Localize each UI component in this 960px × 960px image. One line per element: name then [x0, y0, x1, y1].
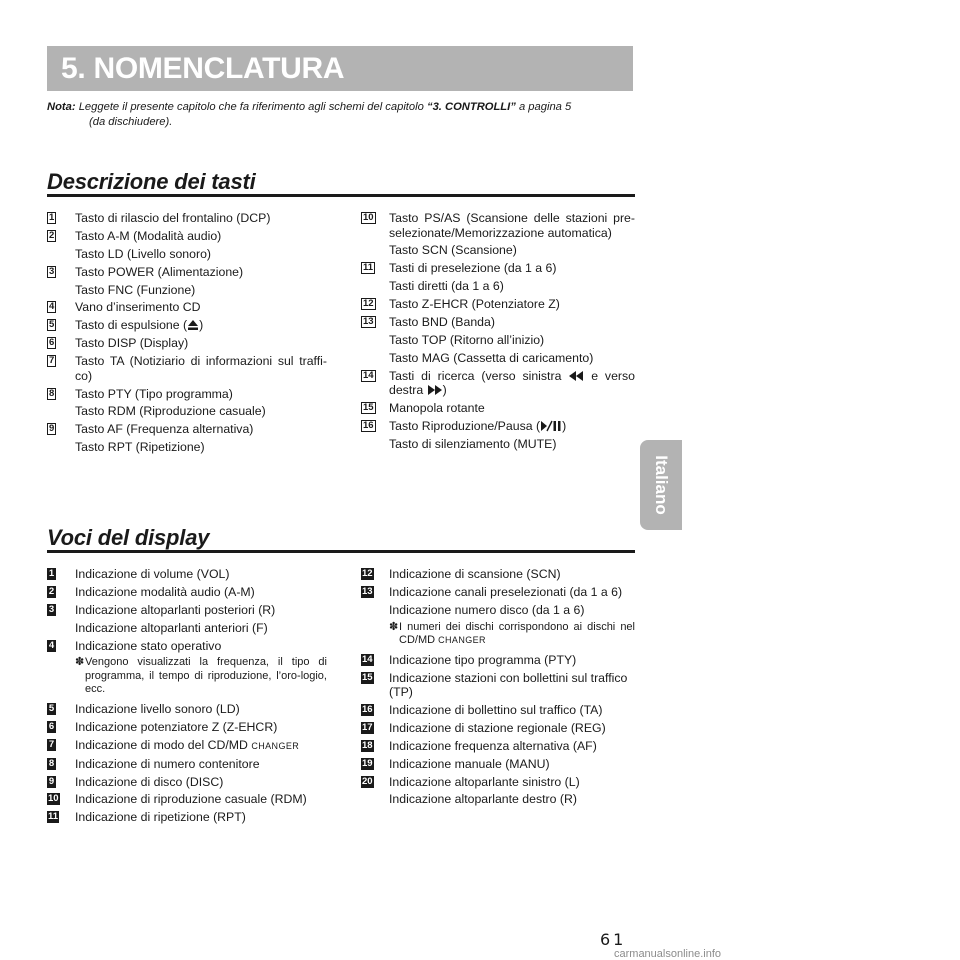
item-number: 1 — [49, 212, 55, 223]
item-text: Tasto TA (Notiziario di informazioni sul traffi-co) — [75, 354, 327, 383]
list-item — [361, 369, 635, 398]
item-text: Indicazione altoparlante destro (R) — [389, 792, 577, 807]
list-item — [47, 775, 327, 790]
display-list-right — [361, 567, 635, 810]
page-number: 61 — [600, 930, 627, 949]
list-item-continuation — [47, 283, 327, 298]
list-item-continuation — [361, 792, 635, 807]
item-text: Indicazione tipo programma (PTY) — [389, 652, 577, 667]
item-number: 11 — [48, 811, 59, 823]
note-label: Nota: — [47, 101, 76, 113]
chapter-title-banner — [47, 46, 633, 91]
item-text: Tasto TOP (Ritorno all’inizio) — [389, 332, 545, 347]
language-label: Italiano — [652, 455, 671, 515]
item-number: 18 — [362, 739, 373, 751]
asterisk-icon: ✽ — [75, 656, 85, 669]
keys-list-right — [361, 211, 635, 455]
chapter-title: 5. NOMENCLATURA — [61, 52, 345, 85]
item-text: Tasti di preselezione (da 1 a 6) — [389, 261, 557, 276]
list-item — [47, 585, 327, 600]
item-text: Indicazione frequenza alternativa (AF) — [389, 738, 597, 753]
item-text: Tasto Z-EHCR (Potenziatore Z) — [389, 297, 560, 312]
item-text: Indicazione di bollettino sul traffico (TA) — [389, 702, 603, 717]
item-text: Indicazione altoparlanti anteriori (F) — [75, 620, 268, 635]
item-text: Indicazione stato operativo — [75, 638, 222, 653]
list-item-continuation — [361, 279, 635, 294]
list-item-continuation — [47, 621, 327, 636]
item-number: 3 — [49, 265, 55, 277]
item-text: Tasto PTY (Tipo programma) — [75, 386, 233, 401]
item-text: Indicazione manuale (MANU) — [389, 756, 550, 771]
list-item — [47, 422, 327, 437]
item-text: Indicazione di numero contenitore — [75, 756, 260, 771]
item-text-small: CHANGER — [251, 740, 300, 751]
item-number: 17 — [362, 721, 373, 733]
footnote-text-small: CHANGER — [438, 635, 486, 646]
display-section-heading — [47, 524, 635, 553]
note-text-before: Leggete il presente capitolo che fa riferimento agli schemi del capitolo — [78, 101, 424, 113]
item-text: Indicazione di stazione regionale (REG) — [389, 720, 606, 735]
intro-note — [47, 100, 635, 129]
item-number: 1 — [48, 568, 55, 579]
item-footnote — [47, 656, 327, 697]
item-number: 13 — [362, 585, 373, 597]
item-footnote — [361, 621, 635, 648]
list-item — [361, 585, 635, 600]
item-number: 3 — [48, 603, 55, 615]
item-text: ) — [562, 418, 567, 433]
list-item — [47, 702, 327, 717]
fast-forward-icon — [427, 384, 443, 396]
item-number: 7 — [48, 738, 55, 750]
list-item — [361, 419, 635, 434]
item-text: Indicazione numero disco (da 1 a 6) — [389, 602, 585, 617]
item-number: 7 — [49, 355, 55, 367]
item-number: 20 — [362, 775, 373, 787]
item-text: Tasto Riproduzione/Pausa ( — [389, 418, 541, 433]
display-list-left — [47, 567, 327, 828]
list-item-continuation — [47, 440, 327, 455]
item-text: Indicazione di disco (DISC) — [75, 774, 224, 789]
keys-list-left — [47, 211, 327, 458]
item-number: 6 — [49, 337, 55, 349]
list-item — [47, 387, 327, 402]
item-number: 8 — [49, 387, 55, 399]
item-text: Tasto DISP (Display) — [75, 336, 189, 351]
list-item — [47, 300, 327, 315]
item-text: Indicazione di volume (VOL) — [75, 567, 230, 581]
list-item — [47, 211, 327, 226]
item-text: Tasto RDM (Riproduzione casuale) — [75, 404, 266, 419]
display-section-title: Voci del display — [47, 525, 210, 550]
list-item-continuation — [361, 351, 635, 366]
item-text: Indicazione potenziatore Z (Z-EHCR) — [75, 719, 278, 734]
item-number: 9 — [49, 423, 55, 435]
footnote-text: Vengono visualizzati la frequenza, il tipo di programma, il tempo di riproduzione, l’oro-logio, ecc. — [85, 656, 327, 696]
item-text: Tasto A-M (Modalità audio) — [75, 228, 222, 243]
list-item — [47, 567, 327, 582]
item-text: Indicazione di ripetizione (RPT) — [75, 810, 246, 825]
item-text: Vano d’inserimento CD — [75, 300, 201, 315]
item-text: Tasto SCN (Scansione) — [389, 243, 517, 258]
list-item — [361, 567, 635, 582]
footnote-text: I numeri dei dischi corrispondono ai dischi nel CD/MD — [399, 620, 635, 647]
item-text: Tasti di ricerca (verso sinistra — [389, 368, 562, 383]
item-number: 2 — [49, 229, 55, 241]
item-number: 10 — [363, 212, 374, 223]
list-item — [47, 318, 327, 333]
item-number: 13 — [363, 315, 374, 327]
item-text: ) — [442, 383, 447, 398]
list-item — [47, 336, 327, 351]
watermark: carmanualsonline.info — [614, 948, 722, 960]
note-text-after: a pagina 5 — [518, 101, 572, 113]
item-text: Manopola rotante — [389, 401, 485, 416]
item-text: Indicazione livello sonoro (LD) — [75, 701, 240, 716]
list-item — [361, 401, 635, 416]
item-number: 6 — [48, 720, 55, 732]
item-text: Indicazione di scansione (SCN) — [389, 567, 561, 581]
list-item — [47, 720, 327, 735]
list-item — [361, 211, 635, 240]
item-text: Tasto FNC (Funzione) — [75, 282, 196, 297]
note-line-1 — [47, 100, 635, 115]
keys-section-heading — [47, 168, 635, 197]
list-item — [361, 757, 635, 772]
list-item — [47, 229, 327, 244]
item-text: Tasto AF (Frequenza alternativa) — [75, 422, 254, 437]
list-item-continuation — [361, 603, 635, 618]
item-number: 4 — [48, 639, 55, 651]
list-item-continuation — [47, 404, 327, 419]
item-text: Indicazione di riproduzione casuale (RDM) — [75, 792, 307, 807]
item-number: 15 — [362, 671, 373, 683]
list-item — [47, 603, 327, 618]
list-item-continuation — [361, 333, 635, 348]
item-number: 9 — [48, 775, 55, 787]
item-text: Tasto LD (Livello sonoro) — [75, 246, 212, 261]
item-number: 16 — [363, 419, 374, 431]
list-item — [47, 639, 327, 654]
item-text: Tasto BND (Banda) — [389, 314, 495, 329]
item-number: 5 — [48, 702, 55, 714]
item-text: Indicazione stazioni con bollettini sul traffico (TP) — [389, 670, 628, 700]
list-item — [361, 775, 635, 790]
item-number: 2 — [48, 585, 55, 597]
item-text: Indicazione di modo del CD/MD — [75, 737, 248, 752]
item-text: Indicazione modalità audio (A-M) — [75, 584, 255, 599]
item-number: 11 — [363, 262, 374, 274]
list-item — [361, 703, 635, 718]
list-item — [361, 671, 635, 700]
item-number: 8 — [48, 757, 55, 769]
item-number: 10 — [48, 793, 59, 805]
item-text: ) — [199, 318, 204, 333]
list-item — [361, 297, 635, 312]
item-number: 5 — [49, 319, 55, 331]
item-number: 14 — [362, 653, 373, 665]
item-number: 12 — [363, 298, 374, 310]
list-item — [47, 354, 327, 383]
item-text: Indicazione altoparlanti posteriori (R) — [75, 602, 276, 617]
note-line-2: (da dischiudere). — [89, 115, 173, 128]
item-number: 4 — [49, 301, 55, 313]
list-item — [47, 738, 327, 754]
item-text: Indicazione altoparlante sinistro (L) — [389, 774, 580, 789]
keys-section-title: Descrizione dei tasti — [47, 169, 256, 194]
item-text: Tasto MAG (Cassetta di caricamento) — [389, 350, 594, 365]
item-number: 16 — [362, 703, 373, 715]
item-text: Indicazione canali preselezionati (da 1 a 6) — [389, 584, 623, 599]
asterisk-icon: ✽ — [389, 620, 399, 633]
item-text: Tasti diretti (da 1 a 6) — [389, 279, 504, 294]
item-number: 12 — [362, 568, 373, 579]
language-side-tab — [640, 440, 682, 530]
list-item-continuation — [47, 247, 327, 262]
item-number: 14 — [363, 369, 374, 381]
item-text: e verso destra — [389, 368, 635, 398]
list-item-continuation — [361, 437, 635, 452]
rewind-icon — [568, 370, 584, 382]
list-item — [47, 810, 327, 825]
note-reference: “3. CONTROLLI” — [426, 101, 516, 113]
list-item — [361, 721, 635, 736]
item-number: 19 — [362, 757, 373, 769]
list-item — [361, 261, 635, 276]
list-item — [47, 265, 327, 280]
list-item — [361, 315, 635, 330]
list-item — [361, 653, 635, 668]
item-text: Tasto RPT (Ripetizione) — [75, 440, 205, 455]
list-item — [47, 792, 327, 807]
item-text: Tasto di rilascio del frontalino (DCP) — [75, 211, 271, 225]
list-item — [361, 739, 635, 754]
item-number: 15 — [363, 402, 374, 414]
list-item-continuation — [361, 243, 635, 258]
play-pause-icon — [540, 420, 562, 432]
item-text: Tasto di silenziamento (MUTE) — [389, 436, 557, 451]
eject-icon — [187, 319, 199, 331]
item-text: Tasto POWER (Alimentazione) — [75, 264, 244, 279]
item-text: Tasto PS/AS (Scansione delle stazioni pre-selezionate/Memorizzazione automatica) — [389, 211, 635, 240]
item-text: Tasto di espulsione ( — [75, 318, 188, 333]
list-item — [47, 757, 327, 772]
